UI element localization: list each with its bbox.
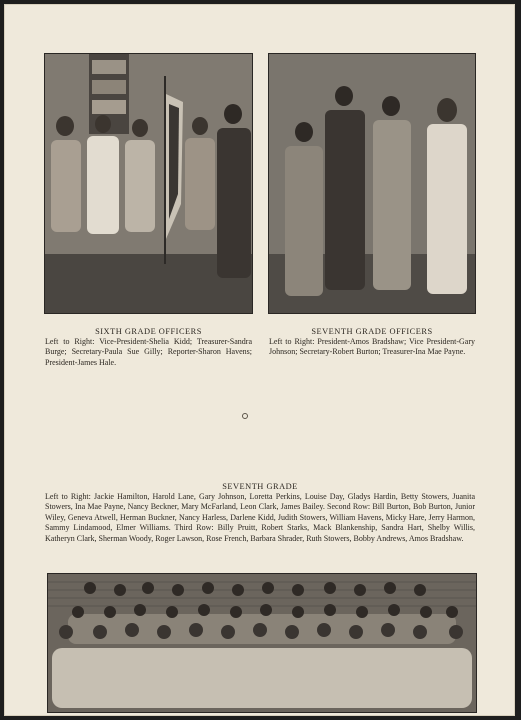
sixth-grade-officers-title: SIXTH GRADE OFFICERS — [95, 327, 202, 336]
sixth-grade-officers-caption: Left to Right: Vice-President-Shelia Kidd; Treasurer-Sandra Burge; Secretary-Paula Sue Gilly; Reporter-Sharon Havens; President-James Hale. — [45, 337, 252, 367]
seventh-grade-title: SEVENTH GRADE — [222, 482, 298, 491]
seventh-grade-officers-title: SEVENTH GRADE OFFICERS — [311, 327, 433, 336]
yearbook-page — [4, 4, 515, 716]
seventh-grade-class-photo — [48, 574, 476, 712]
seventh-grade-officers-caption: Left to Right: President-Amos Bradshaw; Vice President-Gary Johnson; Secretary-Robert Burton; Treasurer-Ina Mae Payne. — [269, 337, 475, 357]
sixth-grade-officers-photo — [45, 54, 252, 313]
seventh-grade-officers-photo — [269, 54, 475, 313]
seventh-grade-caption: Left to Right: Jackie Hamilton, Harold Lane, Gary Johnson, Loretta Perkins, Louise Day, Gladys Hardin, Betty Stowers, Juanita Stowers, Ina Mae Payne, Nancy Beckner, Mary McFarland, Leon Clark, James Bailey. Second Row: Bill Burton, Bob Burton, Junior Wiley, Geneva Atwell, Herman Buckner, Nancy Harless, Darlene Kidd, Judith Stowers, William Havens, Micky Hare, Jerry Harmon, Sammy Lindamood, Elmer Williams. Third Row: Billy Pruitt, Robert Starks, Mack Blankenship, Sandra Hart, Shelby Willis, Katheryn Clark, Sherman Woody, Roger Lawson, Rose French, Barbara Shrader, Ruth Stowers, Bobby Andrews, Amos Bradshaw. — [45, 492, 475, 543]
page-punch-mark — [242, 413, 248, 419]
